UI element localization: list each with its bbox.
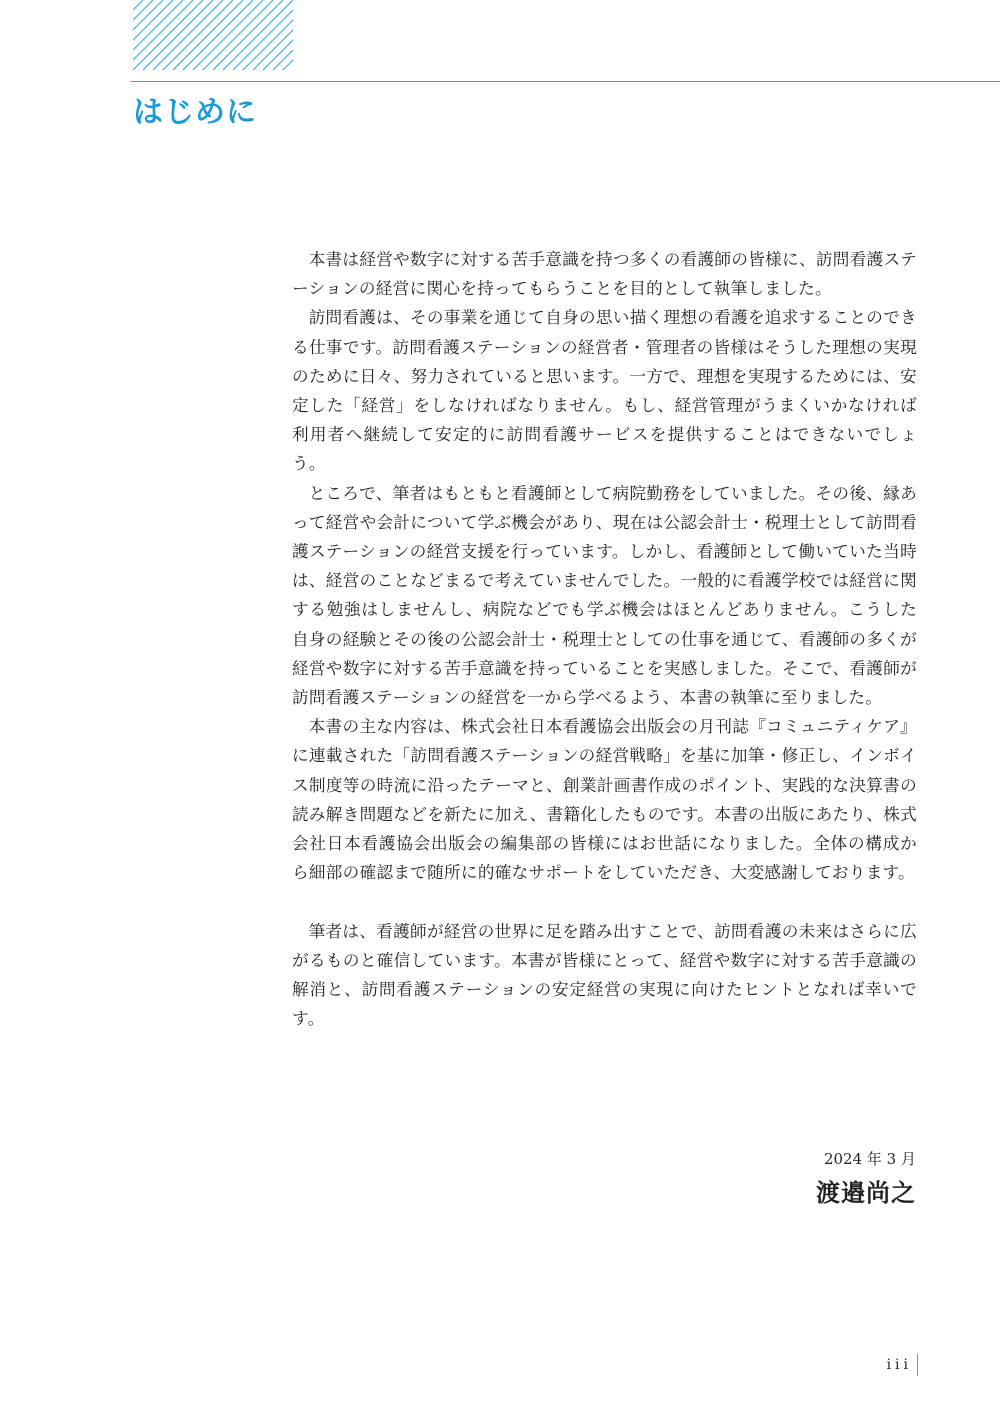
page-title: はじめに (133, 95, 257, 130)
signature-date: 2024 年 3 月 (823, 1150, 916, 1168)
paragraph: ところで、筆者はもともと看護師として病院勤務をしていました。その後、縁あって経営や会計について学ぶ機会があり、現在は公認会計士・税理士として訪問看護ステーションの経営支援を行っています。しかし、看護師として働いていた当時は、経営のことなどまるで考えていませんでした。一般的に看護学校では経営に関する勉強はしませんし、病院などでも学ぶ機会はほとんどありません。こうした自身の経験とその後の公認会計士・税理士としての仕事を通じて、看護師の多くが経営や数字に対する苦手意識を持っていることを実感しました。そこで、看護師が訪問看護ステーションの経営を一から学べるよう、本書の執筆に至りました。 (292, 483, 917, 708)
paragraph: 本書の主な内容は、株式会社日本看護協会出版会の月刊誌『コミュニティケア』に連載された「訪問看護ステーションの経営戦略」を基に加筆・修正し、インボイス制度等の時流に沿ったテーマと、創業計画書作成のポイント、実践的な決算書の読み解き問題などを新たに加え、書籍化したものです。本書の出版にあたり、株式会社日本看護協会出版会の編集部の皆様にはお世話になりました。全体の構成から細部の確認まで随所に的確なサポートをしていただき、大変感謝しております。 (292, 717, 917, 883)
header-rule (131, 81, 1000, 82)
author-name: 渡邉尚之 (816, 1178, 916, 1207)
paragraph: 訪問看護は、その事業を通じて自身の思い描く理想の看護を追求することのできる仕事です。訪問看護ステーションの経営者・管理者の皆様はそうした理想の実現のために日々、努力されていると思います。一方で、理想を実現するためには、安定した「経営」をしなければなりません。もし、経営管理がうまくいかなければ利用者へ継続して安定的に訪問看護サービスを提供することはできないでしょう。 (292, 308, 917, 474)
paragraph: 筆者は、看護師が経営の世界に足を踏み出すことで、訪問看護の未来はさらに広がるものと確信しています。本書が皆様にとって、経営や数字に対する苦手意識の解消と、訪問看護ステーションの安定経営の実現に向けたヒントとなれば幸いです。 (292, 921, 917, 1029)
paragraph: 本書は経営や数字に対する苦手意識を持つ多くの看護師の皆様に、訪問看護ステーションの経営に関心を持ってもらうことを目的として執筆しました。 (292, 250, 917, 299)
page-number-divider (917, 1354, 918, 1376)
paragraph-spacer (292, 887, 917, 916)
page-number: iii (886, 1357, 912, 1373)
decorative-stripe-pattern (133, 0, 293, 70)
body-text (292, 245, 917, 1033)
